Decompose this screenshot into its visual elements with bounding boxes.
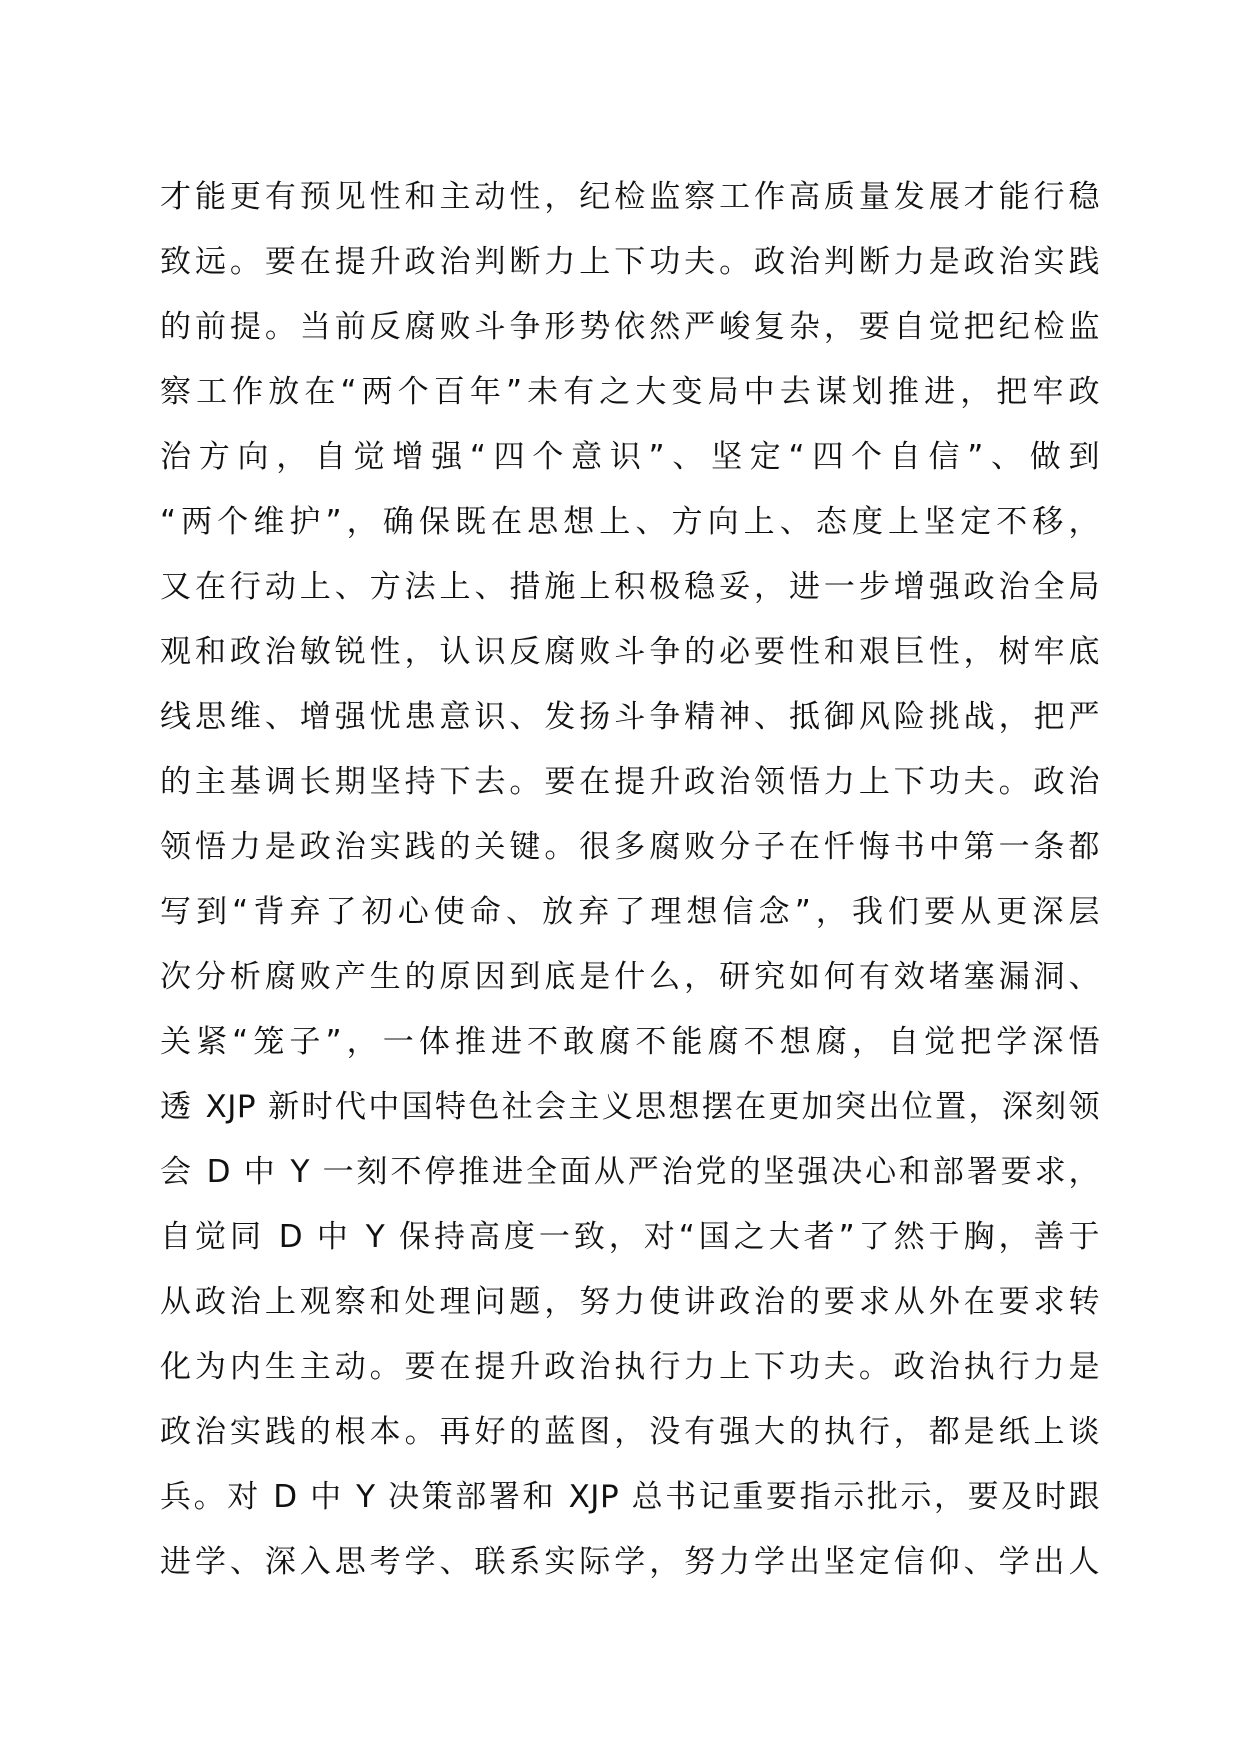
text-line-20: 政治实践的根本。再好的蓝图，没有强大的执行，都是纸上谈 <box>160 1414 1100 1450</box>
text-line-7: 又在行动上、方法上、措施上积极稳妥，进一步增强政治全局 <box>160 569 1100 605</box>
text-line-6: “两个维护”，确保既在思想上、方向上、态度上坚定不移， <box>160 504 1100 540</box>
text-line-14: 关紧“笼子”，一体推进不敢腐不能腐不想腐，自觉把学深悟 <box>160 1024 1100 1060</box>
text-line-2: 致远。要在提升政治判断力上下功夫。政治判断力是政治实践 <box>160 244 1100 280</box>
text-line-10: 的主基调长期坚持下去。要在提升政治领悟力上下功夫。政治 <box>160 764 1100 800</box>
text-line-21: 兵。对 D 中 Y 决策部署和 XJP 总书记重要指示批示，要及时跟 <box>160 1479 1100 1515</box>
text-line-19: 化为内生主动。要在提升政治执行力上下功夫。政治执行力是 <box>160 1349 1100 1385</box>
text-line-13: 次分析腐败产生的原因到底是什么，研究如何有效堵塞漏洞、 <box>160 959 1100 995</box>
text-line-15: 透 XJP 新时代中国特色社会主义思想摆在更加突出位置，深刻领 <box>160 1089 1100 1125</box>
text-line-4: 察工作放在“两个百年”未有之大变局中去谋划推进，把牢政 <box>160 374 1100 410</box>
text-line-8: 观和政治敏锐性，认识反腐败斗争的必要性和艰巨性，树牢底 <box>160 634 1100 670</box>
text-line-3: 的前提。当前反腐败斗争形势依然严峻复杂，要自觉把纪检监 <box>160 309 1100 345</box>
text-line-16: 会 D 中 Y 一刻不停推进全面从严治党的坚强决心和部署要求， <box>160 1154 1100 1190</box>
text-line-9: 线思维、增强忧患意识、发扬斗争精神、抵御风险挑战，把严 <box>160 699 1100 735</box>
text-line-22: 进学、深入思考学、联系实际学，努力学出坚定信仰、学出人 <box>160 1544 1100 1580</box>
text-line-12: 写到“背弃了初心使命、放弃了理想信念”，我们要从更深层 <box>160 894 1100 930</box>
body-paragraph <box>160 165 1100 1595</box>
text-line-17: 自觉同 D 中 Y 保持高度一致，对“国之大者”了然于胸，善于 <box>160 1219 1100 1255</box>
text-line-5: 治方向，自觉增强“四个意识”、坚定“四个自信”、做到 <box>160 439 1100 475</box>
text-line-11: 领悟力是政治实践的关键。很多腐败分子在忏悔书中第一条都 <box>160 829 1100 865</box>
text-line-1: 才能更有预见性和主动性，纪检监察工作高质量发展才能行稳 <box>160 179 1100 215</box>
text-line-18: 从政治上观察和处理问题，努力使讲政治的要求从外在要求转 <box>160 1284 1100 1320</box>
